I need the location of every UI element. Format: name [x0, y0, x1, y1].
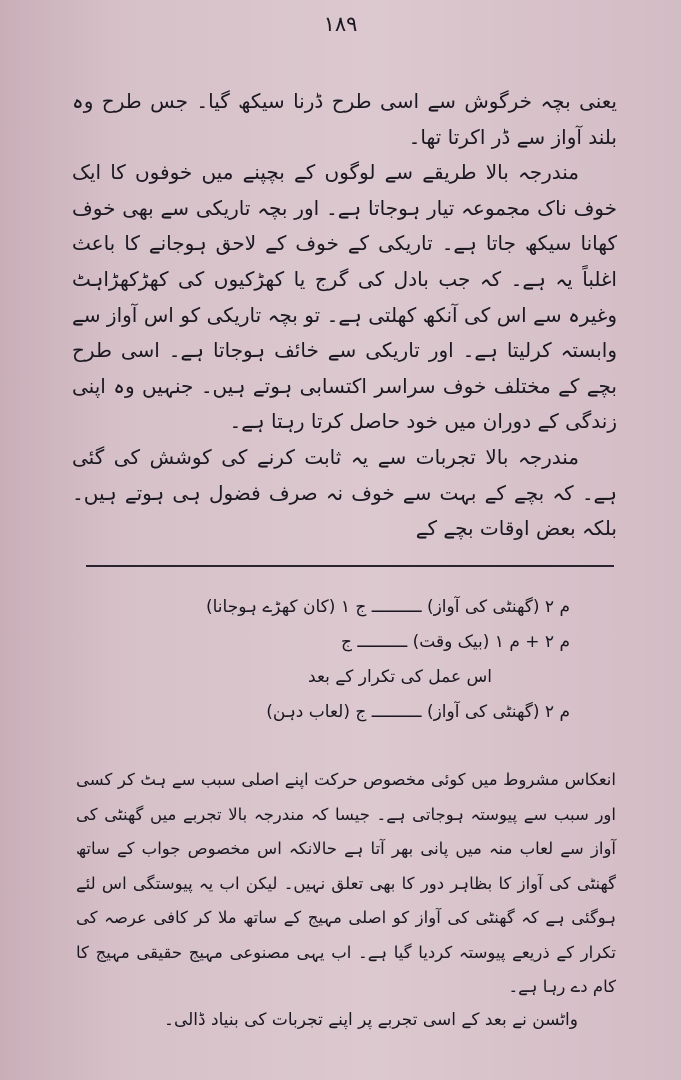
footnote-line-4: م ۲ (گھنٹی کی آواز) ــــــــــ ج (لعاب دہن): [266, 702, 570, 722]
footnote-line-3: اس عمل کی تکرار کے بعد: [308, 667, 492, 687]
paragraph-1: یعنی بچہ خرگوش سے اسی طرح ڈرنا سیکھ گیا۔ جس طرح وہ بلند آواز سے ڈر اکرتا تھا۔: [72, 89, 617, 149]
footnote-explanation: [76, 763, 616, 1005]
footnote-paragraph: انعکاس مشروط میں کوئی مخصوص حرکت اپنے اصلی سبب سے ہٹ کر کسی اور سبب سے پیوستہ ہوجاتی ہے۔ جیسا کہ مندرجہ بالا تجربے میں گھنٹی کی آواز سے لعاب منہ میں پانی بھر آتا ہے حالانکہ اس مخصوص جواب کے ساتھ گھنٹی کی آواز کا بظاہر دور کا بھی تعلق نہیں۔ لیکن اب یہ پیوستگی اس لئے ہوگئی ہے کہ گھنٹی کی آواز کو اصلی مہیج کے ساتھ ملا کر کافی عرصہ کی تکرار کے ذریعے پیوستہ کردیا گیا ہے۔ اب یہی مصنوعی مہیج حقیقی مہیج کا کام دے رہا ہے۔: [76, 770, 616, 996]
paragraph-3: مندرجہ بالا تجربات سے یہ ثابت کرنے کی کوشش کی گئی ہے۔ کہ بچے کے بہت سے خوف نہ صرف فضول ہی ہوتے ہیں۔ بلکہ بعض اوقات بچے کے: [72, 444, 617, 541]
closing-line: [80, 1003, 600, 1037]
closing-paragraph: واٹسن نے بعد کے اسی تجربے پر اپنے تجربات کی بنیاد ڈالی۔: [164, 1010, 578, 1030]
page-number: ۱۸۹: [323, 12, 358, 36]
footnote-line-2: م ۲ + م ۱ (بیک وقت) ــــــــــ ج: [341, 632, 570, 652]
footnote-diagram: [150, 590, 570, 730]
body-text: [72, 84, 617, 547]
footnote-line-1: م ۲ (گھنٹی کی آواز) ــــــــــ ج ۱ (کان کھڑے ہوجانا): [205, 597, 570, 617]
paragraph-2: مندرجہ بالا طریقے سے لوگوں کے بچپنے میں خوفوں کا ایک خوف ناک مجموعہ تیار ہوجاتا ہے۔ اور بچہ تاریکی سے بھی خوف کھانا سیکھ جاتا ہے۔ تاریکی کے خوف کے لاحق ہوجانے کا باعث اغلباً یہ ہے۔ کہ جب بادل کی گرج یا کھڑکیوں کی کھڑکھڑاہٹ وغیرہ سے اس کی آنکھ کھلتی ہے۔ تو بچہ تاریکی کو اس آواز سے وابستہ کرلیتا ہے۔ اور تاریکی سے خائف ہوجاتا ہے۔ اسی طرح بچے کے مختلف خوف سراسر اکتسابی ہوتے ہیں۔ جنہیں وہ اپنی زندگی کے دوران میں خود حاصل کرتا رہتا ہے۔: [72, 160, 617, 434]
footnote-divider: [86, 565, 614, 567]
